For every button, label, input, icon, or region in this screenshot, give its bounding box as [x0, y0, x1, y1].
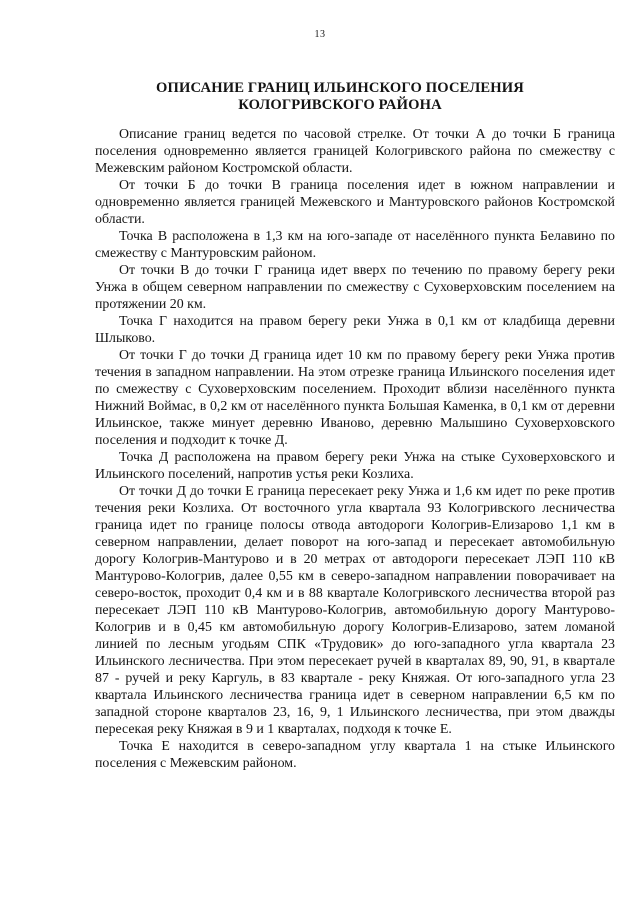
page-title — [90, 80, 590, 114]
paragraph: Точка В расположена в 1,3 км на юго-западе от населённого пункта Белавино по смежеству с Мантуровским районом. — [95, 229, 615, 261]
paragraph: От точки Д до точки Е граница пересекает реку Унжа и 1,6 км идет по реке против течения реки Козлиха. От восточного угла квартала 93 Кологривского лесничества граница идет по границе полосы отвода автодороги Кологрив-Елизарово 1,1 км в северном направлении, делает поворот на юго-запад и пересекает автомобильную дорогу Кологрив-Мантурово и в 20 метрах от автодороги пересекает ЛЭП 110 кВ Мантурово-Кологрив, далее 0,55 км в северо-западном направлении поворачивает на северо-восток, проходит 0,4 км и в 88 квартале Кологривского лесничества второй раз пересекает ЛЭП 110 кВ Мантурово-Кологрив, автомобильную дорогу Мантурово-Кологрив и в 0,45 км автомобильную дорогу Кологрив-Елизарово, затем ломаной линией по лесным угодьям СПК «Трудовик» до юго-западного угла квартала 23 Ильинского лесничества. При этом пересекает ручей в кварталах 89, 90, 91, в квартале 87 - ручей и реку Каргуль, в 83 квартале - реку Княжая. От юго-западного угла 23 квартала Ильинского лесничества граница идет в северном направлении 6,5 км по западной стороне кварталов 23, 16, 9, 1 Ильинского лесничества, при этом дважды пересекая реку Княжая в 9 и 1 кварталах, подходя к точке Е. — [95, 484, 615, 737]
document-body — [95, 126, 615, 772]
paragraph: Точка Д расположена на правом берегу реки Унжа на стыке Суховерховского и Ильинского поселений, напротив устья реки Козлиха. — [95, 450, 615, 482]
title-line-2: КОЛОГРИВСКОГО РАЙОНА — [238, 97, 442, 113]
paragraph: Описание границ ведется по часовой стрелке. От точки А до точки Б граница поселения одновременно является границей Кологривского района по смежеству с Межевским районом Костромской области. — [95, 127, 615, 176]
paragraph: От точки Г до точки Д граница идет 10 км по правому берегу реки Унжа против течения в западном направлении. На этом отрезке граница Ильинского поселения идет по смежеству с Суховерховским поселением. Проходит вблизи населённого пункта Нижний Воймас, в 0,2 км от населённого пункта Большая Каменка, в 0,1 км от деревни Ильинское, также минует деревню Иваново, деревню Малышино Суховерховского поселения и подходит к точке Д. — [95, 348, 615, 448]
title-line-1: ОПИСАНИЕ ГРАНИЦ ИЛЬИНСКОГО ПОСЕЛЕНИЯ — [156, 80, 524, 96]
paragraph: Точка Г находится на правом берегу реки Унжа в 0,1 км от кладбища деревни Шлыково. — [95, 314, 615, 346]
paragraph: От точки Б до точки В граница поселения идет в южном направлении и одновременно является границей Межевского и Мантуровского районов Костромской области. — [95, 178, 615, 227]
paragraph: От точки В до точки Г граница идет вверх по течению по правому берегу реки Унжа в общем северном направлении по смежеству с Суховерховским поселением на протяжении 20 км. — [95, 263, 615, 312]
paragraph: Точка Е находится в северо-западном углу квартала 1 на стыке Ильинского поселения с Межевским районом. — [95, 739, 615, 771]
page-number: 13 — [314, 29, 326, 40]
